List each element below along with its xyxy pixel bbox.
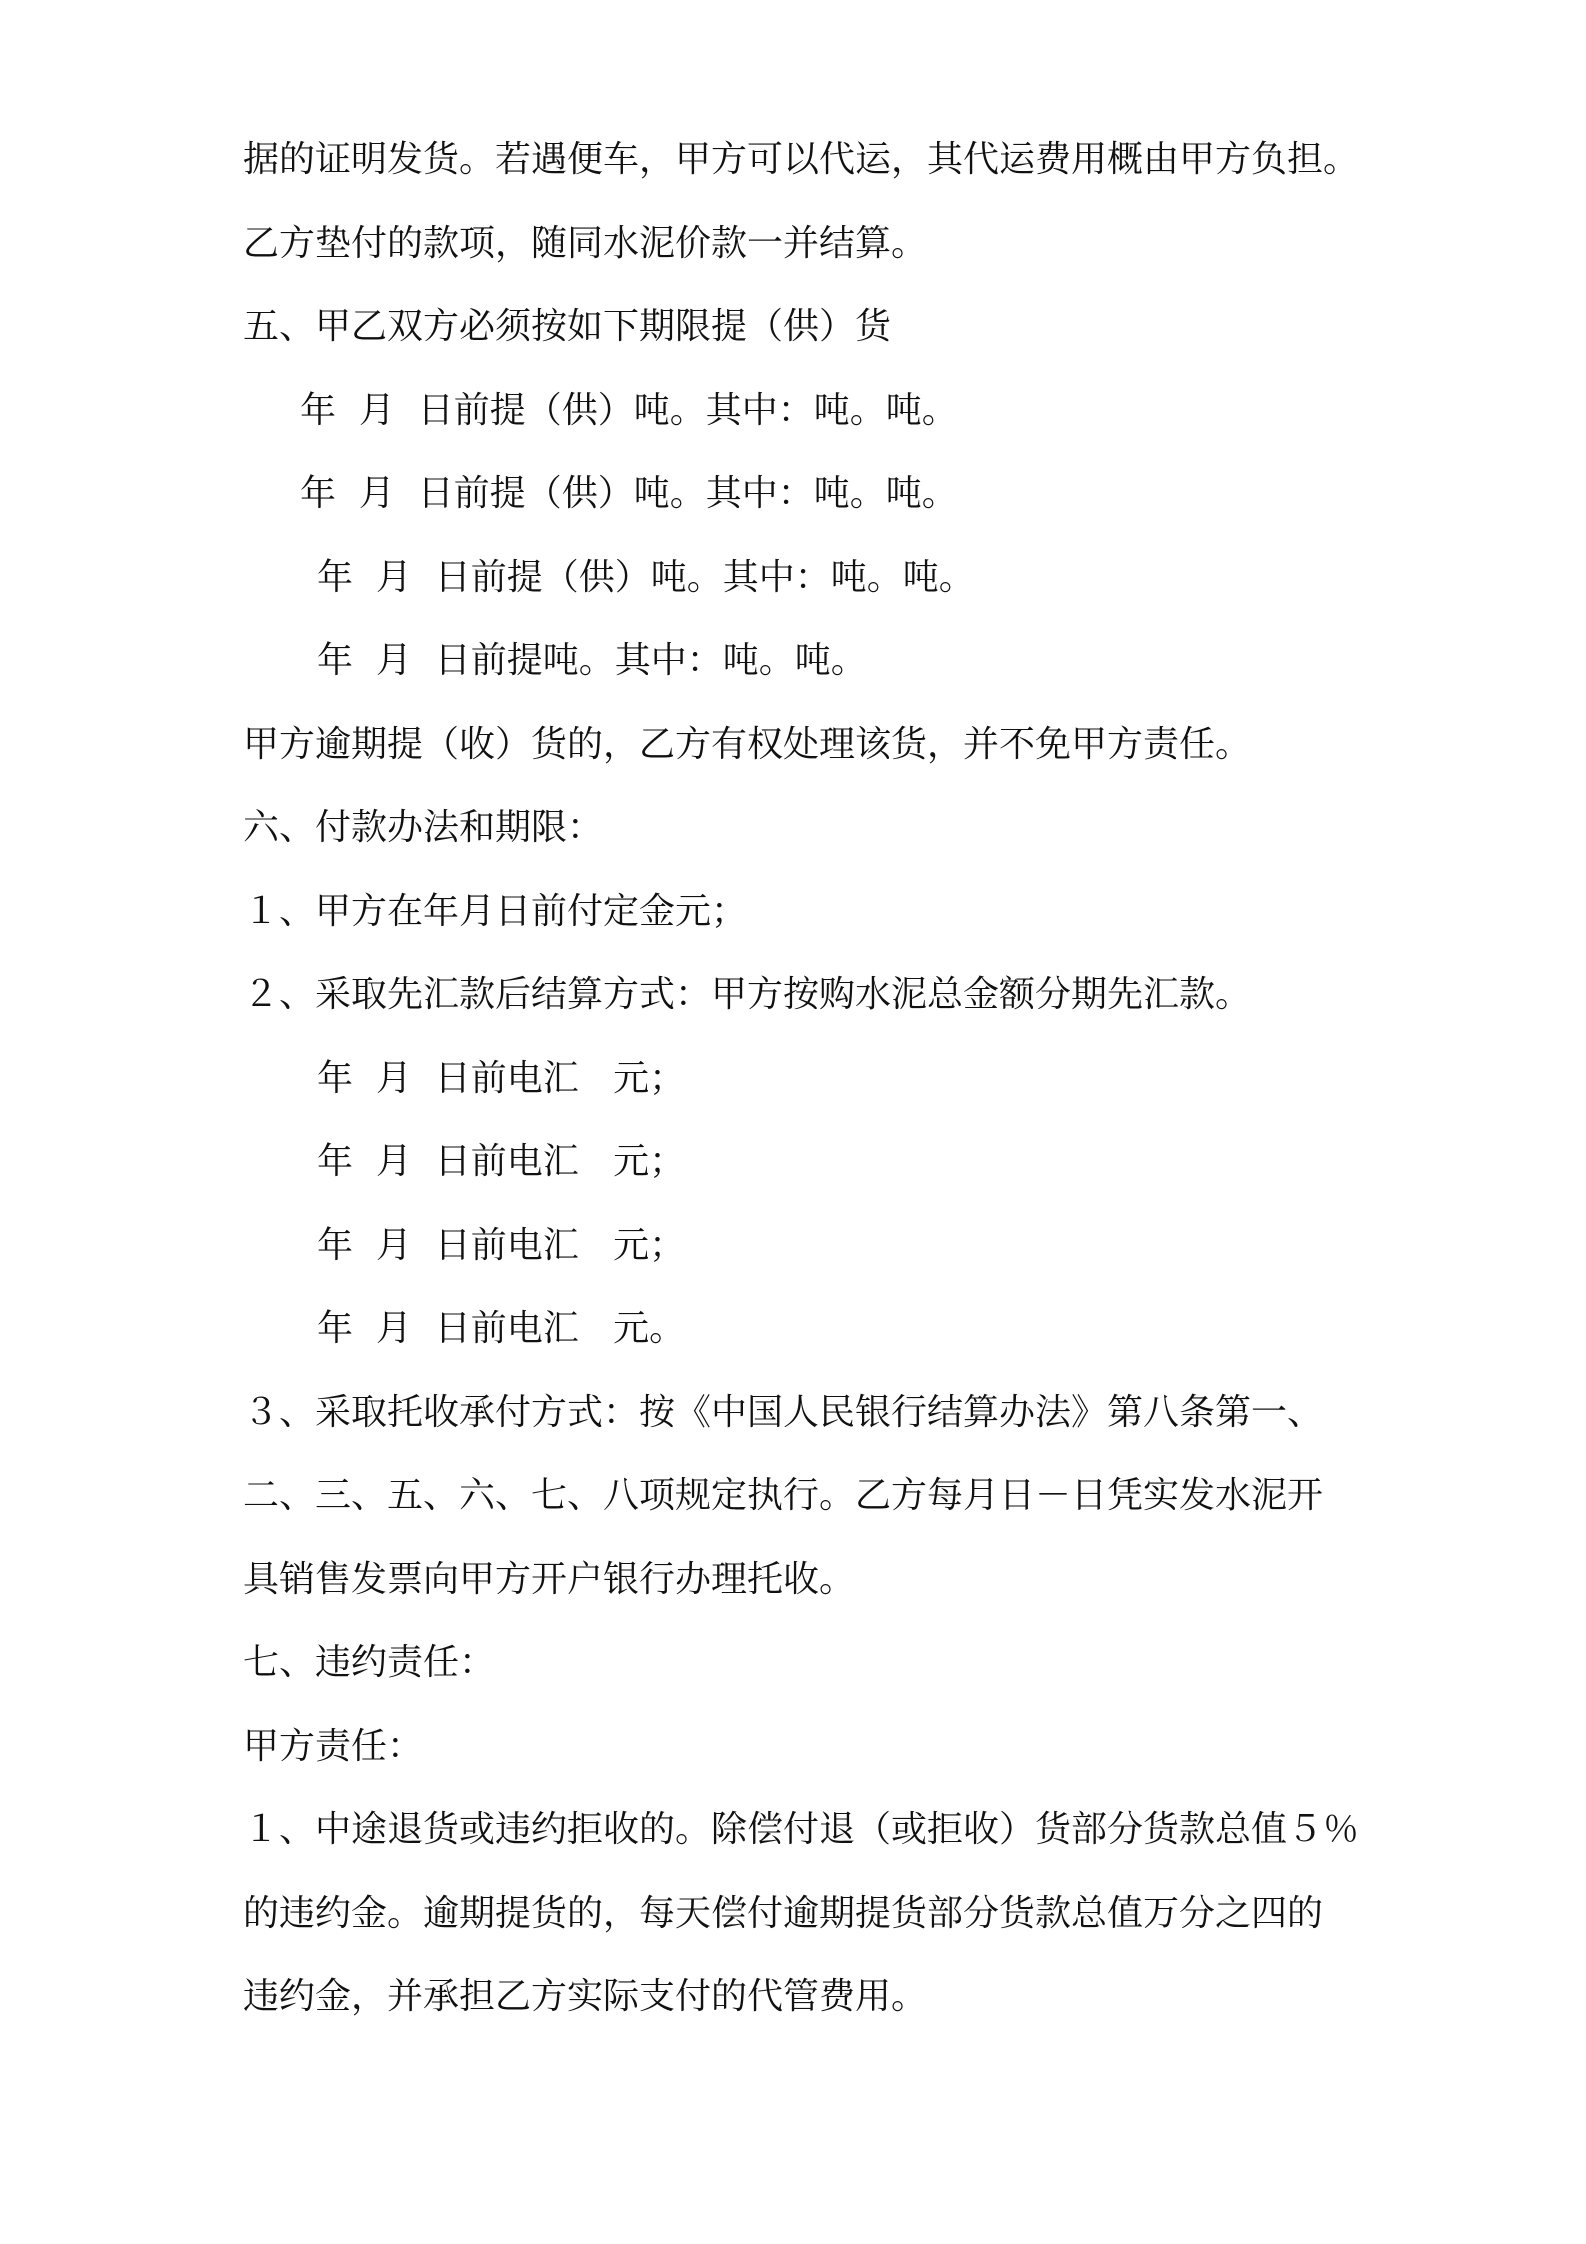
text-line: 的违约金。逾期提货的，每天偿付逾期提货部分货款总值万分之四的 <box>243 1893 1324 1934</box>
text-line: ２、采取先汇款后结算方式：甲方按购水泥总金额分期先汇款。 <box>243 974 1252 1015</box>
text-line: 违约金，并承担乙方实际支付的代管费用。 <box>243 1976 928 2017</box>
text-line: 具销售发票向甲方开户银行办理托收。 <box>243 1559 856 1600</box>
text-line: 年 月 日前提（供）吨。其中：吨。吨。 <box>300 473 958 514</box>
text-line: ３、采取托收承付方式：按《中国人民银行结算办法》第八条第一、 <box>243 1392 1324 1433</box>
text-line: 年 月 日前电汇 元； <box>317 1058 686 1099</box>
text-line: 年 月 日前提（供）吨。其中：吨。吨。 <box>317 557 975 598</box>
section-heading: 五、甲乙双方必须按如下期限提（供）货 <box>243 306 892 347</box>
text-line: 年 月 日前电汇 元。 <box>317 1308 686 1349</box>
section-heading: 七、违约责任： <box>243 1642 496 1683</box>
text-line: 甲方责任： <box>243 1726 424 1767</box>
text-line: 乙方垫付的款项，随同水泥价款一并结算。 <box>243 223 928 264</box>
text-line: １、中途退货或违约拒收的。除偿付退（或拒收）货部分货款总值５％ <box>243 1809 1360 1850</box>
text-line: 甲方逾期提（收）货的，乙方有权处理该货，并不免甲方责任。 <box>243 724 1252 765</box>
text-line: 据的证明发货。若遇便车，甲方可以代运，其代运费用概由甲方负担。 <box>243 139 1360 180</box>
text-line: １、甲方在年月日前付定金元； <box>243 891 748 932</box>
text-line: 年 月 日前电汇 元； <box>317 1141 686 1182</box>
text-line: 年 月 日前提（供）吨。其中：吨。吨。 <box>300 390 958 431</box>
section-heading: 六、付款办法和期限： <box>243 807 604 848</box>
text-line: 年 月 日前电汇 元； <box>317 1225 686 1266</box>
text-line: 二、三、五、六、七、八项规定执行。乙方每月日－日凭实发水泥开 <box>243 1475 1324 1516</box>
text-line: 年 月 日前提吨。其中：吨。吨。 <box>317 640 867 681</box>
